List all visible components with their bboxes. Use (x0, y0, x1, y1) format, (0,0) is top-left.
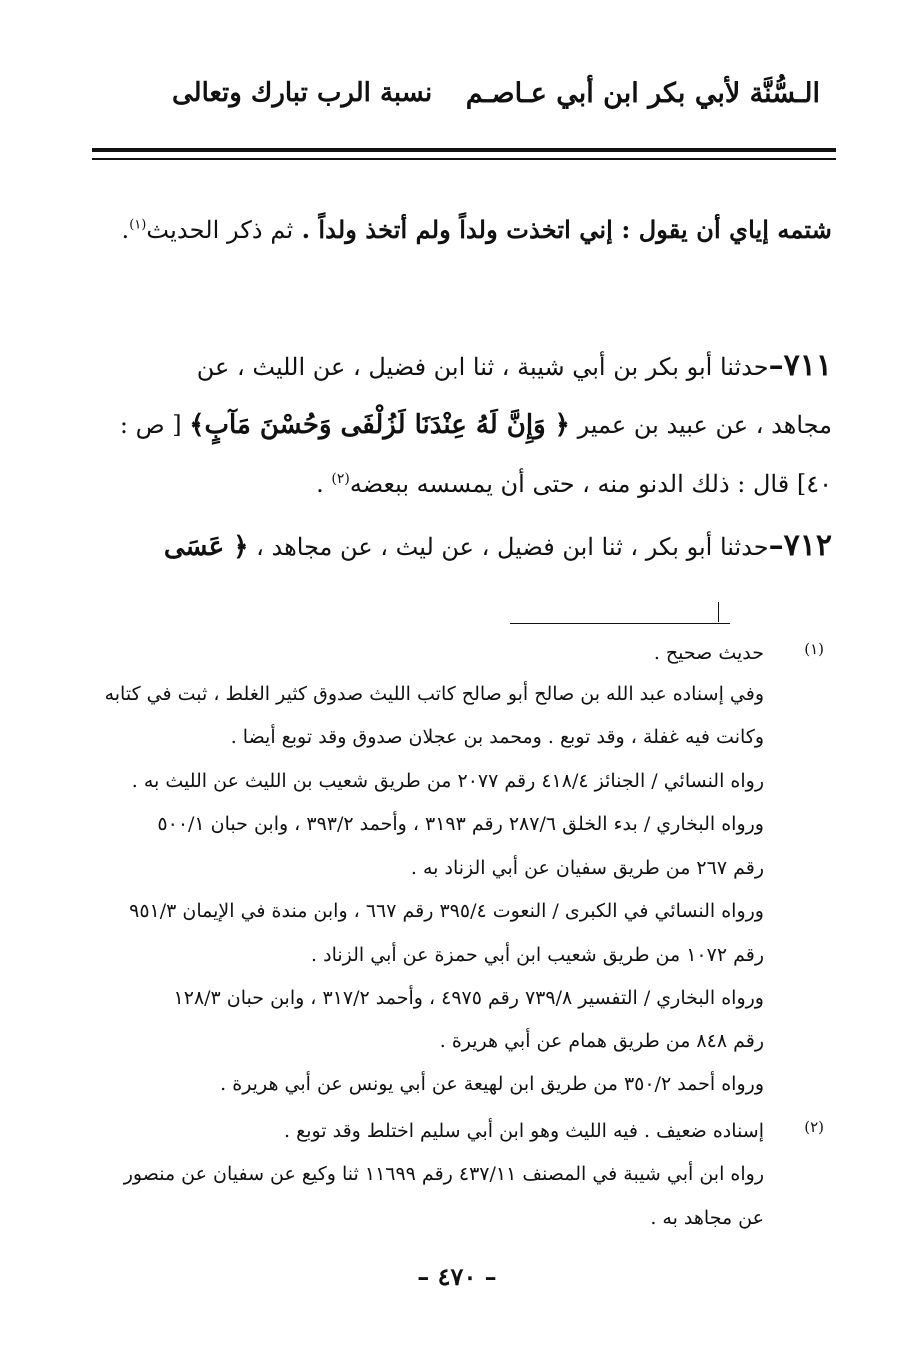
footnote-line: إسناده ضعيف . فيه الليث وهو ابن أبي سليم اختلط وقد توبع . (284, 1120, 764, 1142)
header-rule-thin (92, 158, 836, 160)
running-header-book-title: الـسُّنَّة لأبي بكر ابن أبي عـاصـم (465, 78, 820, 109)
footnote-line: رقم ٢٦٧ من طريق سفيان عن أبي الزناد به . (410, 857, 764, 879)
footnote-line: رواه ابن أبي شيبة في المصنف ٤٣٧/١١ رقم ١١٦٩٩ ثنا وكيع عن سفيان عن منصور (123, 1163, 764, 1185)
hadith-number-712: ٧١٢ (783, 528, 832, 563)
hadith-711-text-b: مجاهد ، عن عبيد بن عمير (577, 411, 832, 439)
header-rule-thick (92, 148, 836, 152)
hadith-712-line-a (164, 528, 832, 563)
running-header-chapter-title: نسبة الرب تبارك وتعالى (172, 78, 433, 108)
hadith-711-line-c (316, 470, 832, 498)
hadith-711-line-a (197, 348, 832, 383)
footnote-line: رواه النسائي / الجنائز ٤١٨/٤ رقم ٢٠٧٧ من طريق شعيب بن الليث عن الليث به . (131, 770, 764, 792)
body-line-1-end: . (121, 216, 130, 244)
footnote-mark-1: (١) (804, 640, 824, 658)
footnote-line: وفي إسناده عبد الله بن صالح أبو صالح كاتب الليث صدوق كثير الغلط ، ثبت في كتابه (104, 683, 764, 705)
footnote-line: ورواه البخاري / بدء الخلق ٢٨٧/٦ رقم ٣١٩٣ ، وأحمد ٣٩٣/٢ ، وابن حبان ٥٠٠/١ (157, 813, 764, 835)
footnote-rule-tick (718, 602, 719, 622)
footnote-line: رقم ١٠٧٢ من طريق شعيب ابن أبي حمزة عن أبي الزناد . (311, 944, 764, 966)
footnote-line: ورواه النسائي في الكبرى / النعوت ٣٩٥/٤ رقم ٦٦٧ ، وابن مندة في الإيمان ٩٥١/٣ (129, 900, 764, 922)
footnote-ref-2: (٢) (331, 471, 350, 487)
hadith-711-line-b (120, 410, 832, 440)
footnote-line: وكانت فيه غفلة ، وقد توبع . ومحمد بن عجلان صدوق وقد توبع أيضا . (230, 726, 764, 748)
footnote-line: ورواه أحمد ٣٥٠/٢ من طريق ابن لهيعة عن أبي يونس عن أبي هريرة . (220, 1073, 764, 1095)
body-line-1-rest: ثم ذكر الحديث (146, 216, 294, 244)
hadith-712-dash: – (768, 528, 784, 563)
body-line-1 (122, 215, 833, 245)
hadith-711-dash: – (768, 348, 784, 383)
hadith-711-text-a: حدثنا أبو بكر بن أبي شيبة ، ثنا ابن فضيل ، عن الليث ، عن (196, 353, 769, 381)
footnote-ref-1: (١) (129, 217, 147, 233)
hadith-711-end: . (316, 470, 324, 498)
quran-verse-sad-40: ﴿ وَإِنَّ لَهُ عِنْدَنَا لَزُلْفَى وَحُسْنَ مَآبٍ﴾ (189, 410, 570, 440)
hadith-712-text-a: حدثنا أبو بكر ، ثنا ابن فضيل ، عن ليث ، عن مجاهد ، (256, 533, 769, 561)
footnote-line: رقم ٨٤٨ من طريق همام عن أبي هريرة . (439, 1030, 764, 1052)
page-number: – ٤٧٠ – (417, 1262, 497, 1291)
footnote-line: حديث صحيح . (653, 642, 764, 664)
footnote-rule (510, 623, 730, 624)
quran-verse-start: ﴿ عَسَى (163, 532, 249, 562)
footnote-mark-2: (٢) (804, 1118, 824, 1136)
footnote-line: عن مجاهد به . (650, 1207, 764, 1229)
hadith-711-text-c: قال : ذلك الدنو منه ، حتى أن يمسسه ببعضه (349, 470, 790, 498)
footnote-line: ورواه البخاري / التفسير ٧٣٩/٨ رقم ٤٩٧٥ ، وأحمد ٣١٧/٢ ، وابن حبان ١٢٨/٣ (173, 987, 764, 1009)
hadith-711-verse-ref: [ ص : (119, 411, 182, 439)
hadith-number-711: ٧١١ (783, 348, 832, 383)
hadith-711-verse-ref-end: ٤٠] (796, 470, 832, 498)
body-line-1-bold: شتمه إياي أن يقول : إني اتخذت ولداً ولم أتخذ ولداً . (301, 215, 832, 244)
